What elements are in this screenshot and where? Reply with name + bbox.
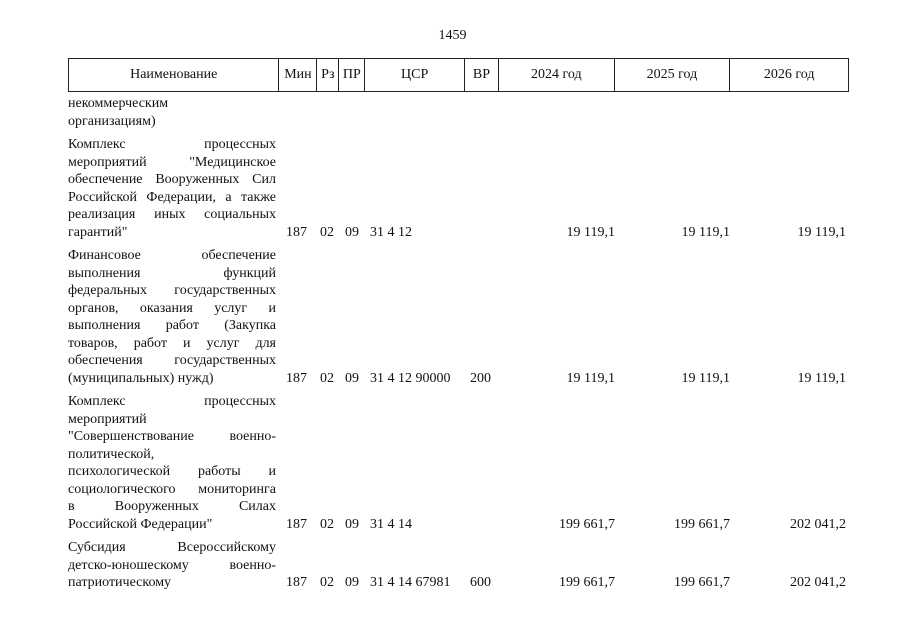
table-body	[68, 95, 849, 592]
table-header	[68, 58, 849, 92]
cell-min: 187	[286, 575, 307, 590]
row-name-line: органов, оказания услуг и	[68, 300, 276, 316]
cell-2026: 202 041,2	[790, 516, 846, 532]
row-name-line: федеральных государственных	[68, 283, 276, 298]
row-name-line: Комплекс процессных	[68, 394, 276, 409]
row-name-line: в Вооруженных Силах	[68, 499, 276, 514]
cell-csr: 31 4 14 67981	[370, 575, 451, 590]
header-2026: 2026 год	[763, 67, 815, 82]
row-name-line: реализация иных социальных	[68, 207, 276, 222]
cell-2026: 19 119,1	[797, 370, 846, 386]
row-name-line: Финансовое обеспечение	[68, 248, 276, 263]
row-name-line: "Совершенствование военно-	[68, 429, 276, 444]
cell-rz: 02	[320, 224, 334, 240]
header-pr: ПР	[339, 59, 365, 91]
cell-2026: 19 119,1	[797, 224, 846, 240]
cell-pr: 09	[345, 575, 359, 590]
row-name-line: выполнения функций	[68, 265, 276, 281]
header-name: Наименование	[69, 59, 279, 91]
cell-vr: 600	[470, 575, 491, 590]
row-name	[68, 95, 276, 130]
cell-pr: 09	[345, 370, 359, 386]
cell-pr: 09	[345, 224, 359, 240]
table-row	[68, 95, 849, 130]
cell-csr: 31 4 12 90000	[370, 370, 451, 386]
row-name-line: мероприятий	[68, 411, 147, 427]
row-name-line: психологической работы и	[68, 464, 276, 479]
header-min: Мин	[279, 59, 317, 91]
row-name-line: обеспечения государственных	[68, 353, 276, 368]
header-csr: ЦСР	[365, 59, 465, 91]
row-name-line: обеспечение Вооруженных Сил	[68, 172, 276, 187]
table-row	[68, 136, 849, 241]
cell-pr: 09	[345, 516, 359, 532]
cell-2025: 19 119,1	[681, 224, 730, 240]
row-name-line: гарантий"	[68, 224, 128, 240]
cell-min: 187	[286, 224, 307, 240]
row-name-line: мероприятий "Медицинское	[68, 154, 276, 170]
row-name-line: Российской Федерации, а также	[68, 189, 276, 205]
header-2024: 2024 год	[499, 59, 615, 91]
row-name	[68, 393, 276, 533]
cell-2025: 199 661,7	[674, 575, 730, 590]
row-name-line: Российской Федерации"	[68, 516, 213, 532]
cell-2024: 199 661,7	[559, 516, 615, 532]
row-name	[68, 539, 276, 592]
row-name-line: товаров, работ и услуг для	[68, 335, 276, 351]
cell-min: 187	[286, 370, 307, 386]
header-2025: 2025 год	[615, 59, 731, 91]
row-name-line: выполнения работ (Закупка	[68, 318, 276, 333]
cell-csr: 31 4 12	[370, 224, 412, 240]
cell-2024: 19 119,1	[566, 370, 615, 386]
table-row	[68, 393, 849, 533]
row-name	[68, 247, 276, 387]
cell-rz: 02	[320, 575, 334, 590]
cell-min: 187	[286, 516, 307, 532]
row-name-line: организациям)	[68, 113, 156, 129]
row-name-line: (муниципальных) нужд)	[68, 370, 214, 386]
cell-rz: 02	[320, 370, 334, 386]
table-row	[68, 539, 849, 592]
cell-2025: 19 119,1	[681, 370, 730, 386]
cell-2025: 199 661,7	[674, 516, 730, 532]
cell-vr: 200	[470, 370, 491, 386]
page-number: 1459	[438, 28, 467, 43]
cell-csr: 31 4 14	[370, 516, 412, 532]
cell-2024: 199 661,7	[559, 575, 615, 590]
header-vr: ВР	[465, 59, 499, 91]
row-name-line: Комплекс процессных	[68, 137, 276, 152]
cell-rz: 02	[320, 516, 334, 532]
row-name-line: некоммерческим	[68, 96, 169, 111]
row-name-line: патриотическому	[68, 575, 172, 590]
row-name	[68, 136, 276, 241]
row-name-line: детско-юношескому военно-	[68, 557, 276, 573]
header-rz: Рз	[317, 59, 339, 91]
cell-2024: 19 119,1	[566, 224, 615, 240]
cell-2026: 202 041,2	[790, 575, 846, 590]
row-name-line: политической,	[68, 446, 155, 462]
row-name-line: Субсидия Всероссийскому	[68, 540, 276, 555]
table-row	[68, 247, 849, 387]
row-name-line: социологического мониторинга	[68, 481, 276, 497]
